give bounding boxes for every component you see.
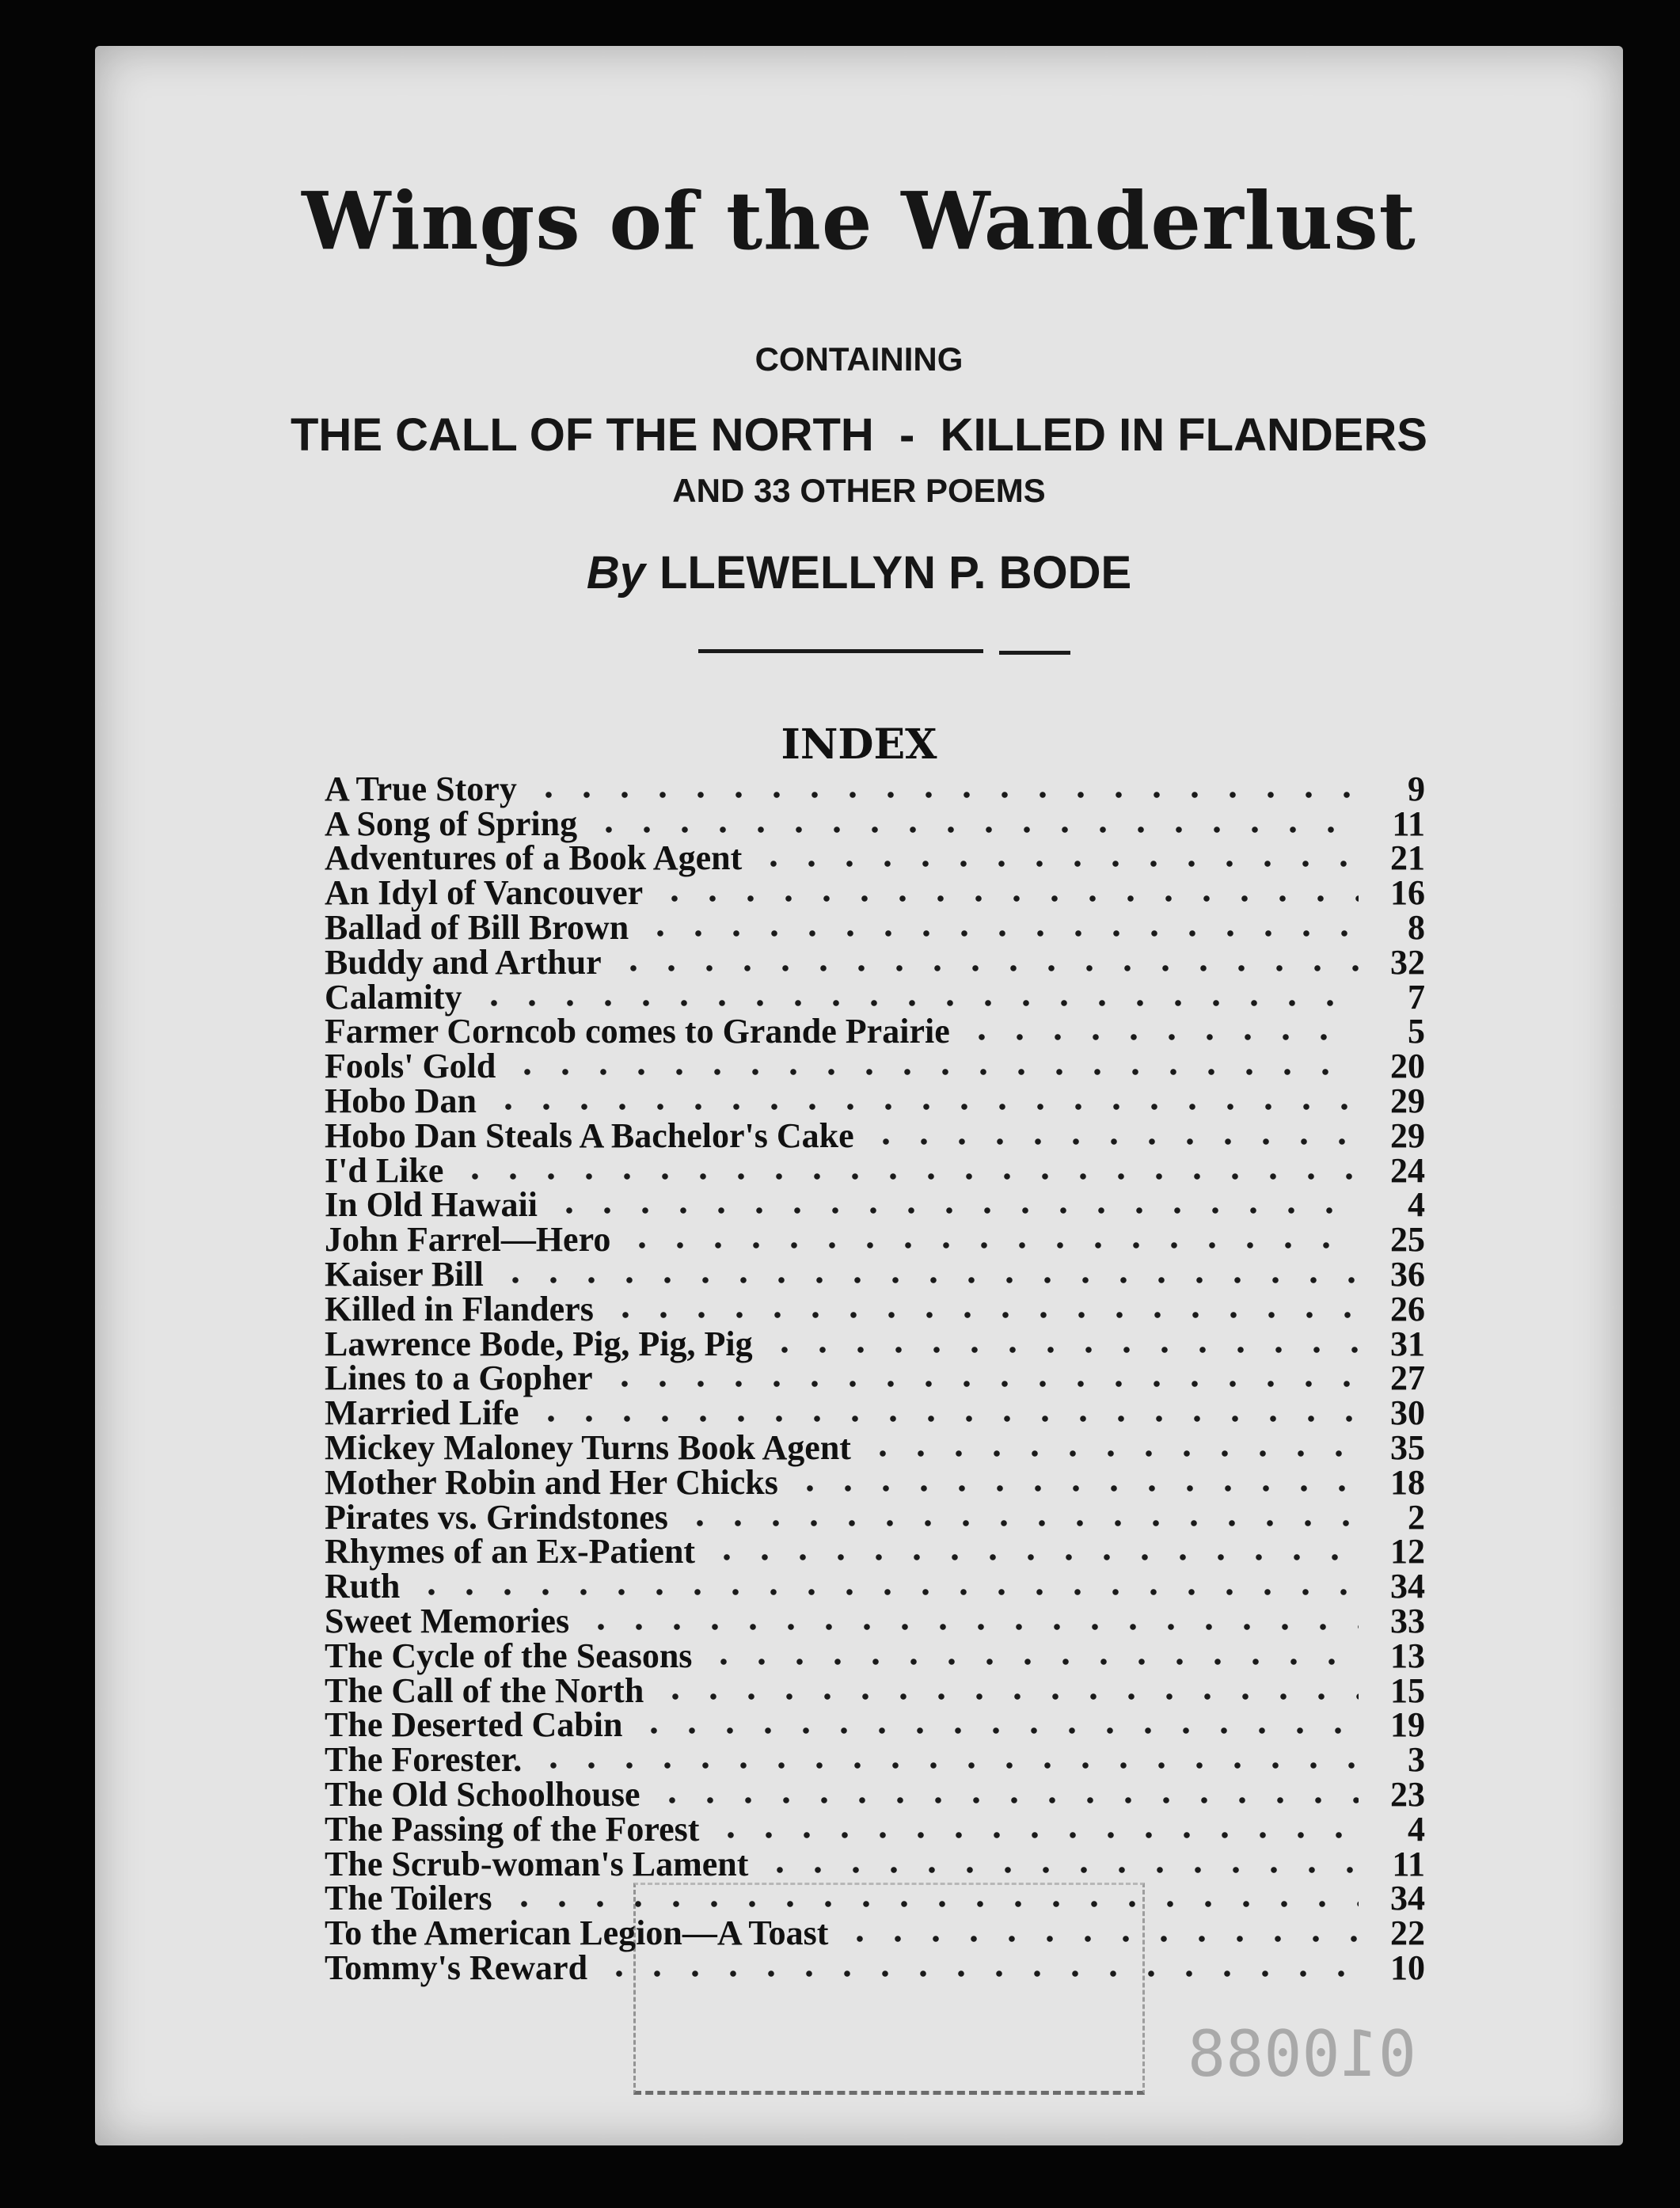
featured-poems: THE CALL OF THE NORTH - KILLED IN FLANDERS: [291, 409, 1427, 461]
entry-page-number: 3: [1408, 1740, 1425, 1780]
entry-page-number: 19: [1390, 1705, 1425, 1745]
dot-leader: [656, 1693, 1359, 1700]
entry-page-number: 31: [1390, 1324, 1425, 1363]
entry-title: Kaiser Bill: [325, 1254, 484, 1294]
index-entry: [325, 1670, 1425, 1710]
dot-leader: [614, 965, 1359, 971]
index-entry: [325, 1291, 1425, 1326]
entry-title: Fools' Gold: [325, 1047, 496, 1086]
index-entry: [325, 1497, 1425, 1537]
entry-title: Hobo Dan: [325, 1081, 477, 1120]
entry-page-number: 21: [1390, 838, 1425, 878]
entry-page-number: 27: [1390, 1359, 1425, 1398]
dot-leader: [705, 1659, 1359, 1665]
index-entry: [325, 1047, 1425, 1086]
entry-title: A Song of Spring: [325, 804, 578, 843]
index-entry: [325, 1254, 1425, 1294]
index-entry: [325, 1150, 1425, 1190]
entry-title: Lines to a Gopher: [325, 1359, 593, 1398]
entry-page-number: 25: [1390, 1220, 1425, 1260]
dot-leader: [412, 1589, 1359, 1595]
entry-title: Mother Robin and Her Chicks: [325, 1462, 778, 1502]
entry-title: John Farrel—Hero: [325, 1220, 611, 1260]
dot-leader: [766, 1347, 1359, 1353]
entry-page-number: 4: [1408, 1809, 1425, 1849]
entry-title: Ballad of Bill Brown: [325, 907, 629, 947]
entry-title: Calamity: [325, 977, 462, 1017]
index-entry: [325, 942, 1425, 982]
entry-title: I'd Like: [325, 1150, 444, 1190]
containing-label: CONTAINING: [754, 340, 964, 378]
index-entry: [325, 1115, 1425, 1155]
byline: [95, 546, 1623, 599]
entry-page-number: 34: [1390, 1567, 1425, 1606]
index-entry: [325, 1462, 1425, 1502]
index-entry: [325, 838, 1425, 878]
entry-title: Lawrence Bode, Pig, Pig, Pig: [325, 1324, 753, 1363]
dot-leader: [791, 1485, 1359, 1492]
entry-page-number: 4: [1408, 1185, 1425, 1225]
entry-page-number: 7: [1408, 977, 1425, 1017]
entry-page-number: 36: [1390, 1254, 1425, 1294]
dot-leader: [475, 1000, 1359, 1006]
index-entry: [325, 1705, 1425, 1745]
entry-page-number: 33: [1390, 1601, 1425, 1640]
entry-title: The Call of the North: [325, 1670, 644, 1710]
dot-leader: [534, 1762, 1359, 1769]
entry-page-number: 8: [1408, 907, 1425, 947]
entry-page-number: 29: [1390, 1115, 1425, 1155]
entry-title: Hobo Dan Steals A Bachelor's Cake: [325, 1115, 854, 1155]
dot-leader: [656, 895, 1359, 902]
entry-page-number: 18: [1390, 1462, 1425, 1502]
dot-leader: [550, 1207, 1359, 1214]
book-page: [95, 46, 1623, 2145]
dot-leader: [708, 1554, 1359, 1560]
dot-leader: [508, 1069, 1359, 1075]
entry-page-number: 9: [1408, 769, 1425, 808]
author-name: LLEWELLYN P. BODE: [659, 547, 1132, 599]
dot-leader: [496, 1277, 1359, 1283]
dot-leader: [963, 1034, 1359, 1040]
entry-title: An Idyl of Vancouver: [325, 873, 644, 913]
dot-leader: [530, 792, 1359, 798]
decorative-rule: [698, 649, 983, 653]
dot-leader: [456, 1173, 1359, 1180]
entry-page-number: 11: [1392, 804, 1425, 843]
entry-title: Ruth: [325, 1567, 401, 1606]
index-entry: [325, 1083, 1425, 1118]
index-entry: [325, 1603, 1425, 1638]
dot-leader: [653, 1797, 1359, 1803]
dot-leader: [606, 1312, 1359, 1318]
index-entry: [325, 771, 1425, 806]
index-entry: [325, 873, 1425, 913]
entry-page-number: 11: [1392, 1844, 1425, 1883]
index-list: [325, 771, 1425, 1985]
index-entry: [325, 1220, 1425, 1260]
entry-page-number: 35: [1390, 1427, 1425, 1467]
other-poems-count: AND 33 OTHER POEMS: [672, 472, 1046, 509]
entry-title: The Old Schoolhouse: [325, 1774, 640, 1814]
entry-page-number: 34: [1390, 1879, 1425, 1918]
index-entry: [325, 1185, 1425, 1225]
entry-page-number: 16: [1390, 873, 1425, 913]
entry-title: In Old Hawaii: [325, 1185, 538, 1225]
entry-title: Farmer Corncob comes to Grande Prairie: [325, 1012, 950, 1051]
dot-leader: [582, 1624, 1359, 1630]
entry-page-number: 2: [1408, 1497, 1425, 1537]
index-entry: [325, 907, 1425, 947]
index-entry: [325, 1638, 1425, 1673]
decorative-rule-short: [999, 651, 1070, 655]
entry-page-number: 29: [1390, 1081, 1425, 1120]
entry-page-number: 23: [1390, 1774, 1425, 1814]
entry-title: Killed in Flanders: [325, 1289, 594, 1328]
entry-title: A True Story: [325, 769, 517, 808]
entry-page-number: 24: [1390, 1150, 1425, 1190]
dot-leader: [489, 1104, 1359, 1110]
index-entry: [325, 1393, 1425, 1433]
byline-by: By: [586, 547, 645, 599]
index-entry: [325, 1567, 1425, 1606]
entry-page-number: 15: [1390, 1670, 1425, 1710]
dot-leader: [681, 1520, 1359, 1526]
entry-page-number: 5: [1408, 1012, 1425, 1051]
dot-leader: [532, 1416, 1359, 1422]
entry-title: The Scrub-woman's Lament: [325, 1844, 749, 1883]
serial-number: 010088: [1188, 2017, 1416, 2091]
entry-title: Tommy's Reward: [325, 1948, 588, 1987]
entry-title: Rhymes of an Ex-Patient: [325, 1532, 696, 1571]
entry-title: The Cycle of the Seasons: [325, 1636, 693, 1675]
entry-title: Pirates vs. Grindstones: [325, 1497, 668, 1537]
index-entry: [325, 1740, 1425, 1780]
entry-title: Mickey Maloney Turns Book Agent: [325, 1427, 851, 1467]
entry-title: The Deserted Cabin: [325, 1705, 623, 1745]
entry-title: Buddy and Arthur: [325, 942, 602, 982]
index-entry: [325, 1846, 1425, 1881]
entry-title: Adventures of a Book Agent: [325, 838, 743, 878]
index-entry: [325, 1014, 1425, 1049]
dot-leader: [606, 1381, 1359, 1387]
entry-page-number: 22: [1390, 1913, 1425, 1953]
index-entry: [325, 977, 1425, 1017]
entry-page-number: 30: [1390, 1393, 1425, 1433]
entry-title: Married Life: [325, 1393, 519, 1433]
entry-page-number: 13: [1390, 1636, 1425, 1675]
entry-page-number: 12: [1390, 1532, 1425, 1571]
dot-leader: [712, 1832, 1359, 1838]
index-entry: [325, 1326, 1425, 1361]
library-stamp: [633, 1883, 1145, 2095]
index-heading: INDEX: [781, 720, 937, 769]
dot-leader: [754, 861, 1359, 867]
dot-leader: [761, 1867, 1359, 1873]
entry-page-number: 26: [1390, 1289, 1425, 1328]
entry-title: To the American Legion—A Toast: [325, 1913, 829, 1953]
index-entry: [325, 1361, 1425, 1396]
dot-leader: [864, 1450, 1359, 1457]
entry-title: Sweet Memories: [325, 1601, 570, 1640]
index-entry: [325, 806, 1425, 841]
entry-page-number: 20: [1390, 1047, 1425, 1086]
entry-page-number: 10: [1390, 1948, 1425, 1987]
dot-leader: [641, 930, 1359, 937]
entry-page-number: 32: [1390, 942, 1425, 982]
dot-leader: [635, 1727, 1359, 1734]
book-title: Wings of the Wanderlust: [302, 174, 1416, 268]
dot-leader: [590, 827, 1359, 833]
index-entry: [325, 1534, 1425, 1569]
dot-leader: [623, 1242, 1359, 1248]
index-entry: [325, 1427, 1425, 1467]
entry-title: The Passing of the Forest: [325, 1809, 700, 1849]
entry-title: The Toilers: [325, 1879, 492, 1918]
entry-title: The Forester.: [325, 1740, 523, 1780]
dot-leader: [867, 1138, 1359, 1145]
index-entry: [325, 1774, 1425, 1814]
index-entry: [325, 1809, 1425, 1849]
